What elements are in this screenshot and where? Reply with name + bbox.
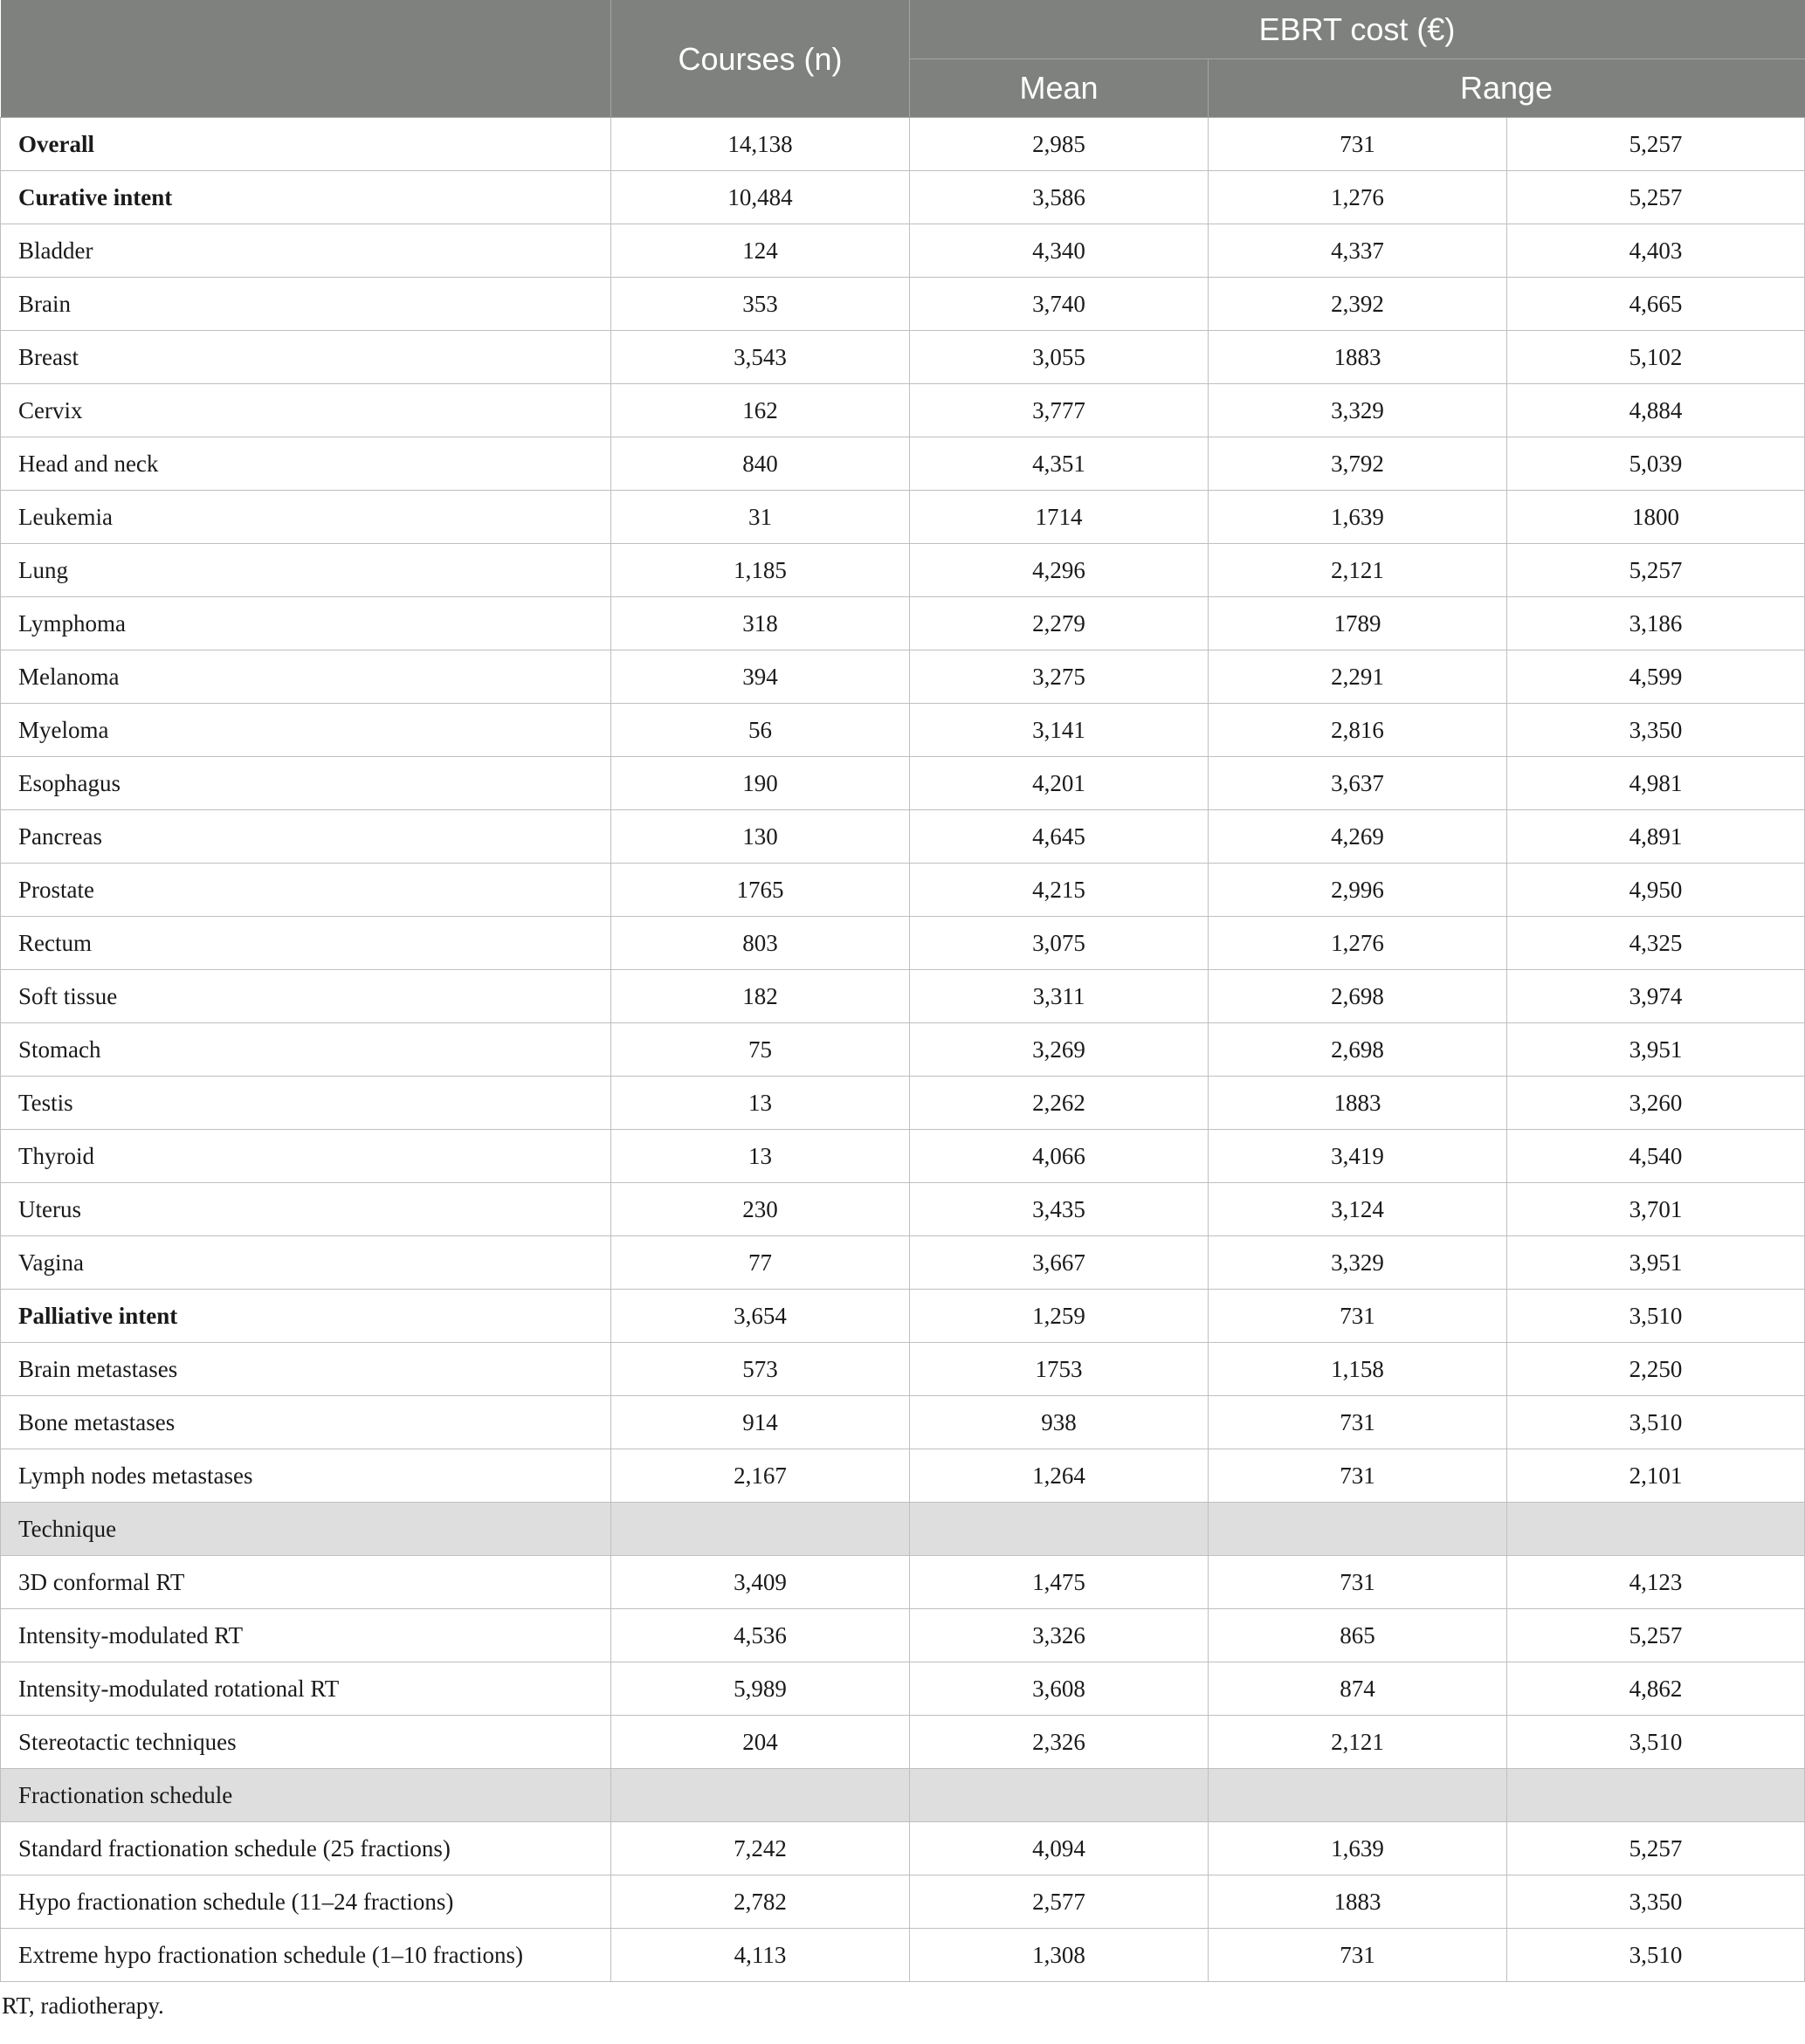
row-label: Uterus — [1, 1183, 611, 1236]
cell-max: 5,039 — [1507, 437, 1805, 491]
cell-max: 2,101 — [1507, 1449, 1805, 1503]
table-row — [1, 171, 1805, 224]
cell-courses: 130 — [611, 810, 910, 864]
table-row — [1, 278, 1805, 331]
cell-max: 4,950 — [1507, 864, 1805, 917]
cell-courses: 75 — [611, 1023, 910, 1077]
row-label: Testis — [1, 1077, 611, 1130]
cell-min — [1209, 1503, 1507, 1556]
cell-max: 4,862 — [1507, 1662, 1805, 1716]
header-courses: Courses (n) — [611, 1, 910, 118]
cell-min — [1209, 1769, 1507, 1822]
cell-max: 3,350 — [1507, 704, 1805, 757]
cell-mean: 2,262 — [910, 1077, 1209, 1130]
cell-mean: 4,340 — [910, 224, 1209, 278]
table-row — [1, 224, 1805, 278]
table-row — [1, 1183, 1805, 1236]
row-label: Brain — [1, 278, 611, 331]
cell-max: 4,403 — [1507, 224, 1805, 278]
table-row — [1, 1449, 1805, 1503]
cell-min: 1,276 — [1209, 917, 1507, 970]
row-label: Hypo fractionation schedule (11–24 fractions) — [1, 1875, 611, 1929]
cell-min: 4,337 — [1209, 224, 1507, 278]
cell-max: 3,350 — [1507, 1875, 1805, 1929]
cell-max: 1800 — [1507, 491, 1805, 544]
cell-min: 2,816 — [1209, 704, 1507, 757]
header-ebrt-cost: EBRT cost (€) — [910, 1, 1805, 59]
cell-min: 3,637 — [1209, 757, 1507, 810]
table-row — [1, 1822, 1805, 1875]
cell-max: 3,186 — [1507, 597, 1805, 650]
cell-mean: 2,279 — [910, 597, 1209, 650]
cell-mean: 4,066 — [910, 1130, 1209, 1183]
cell-mean: 3,275 — [910, 650, 1209, 704]
cell-courses: 2,167 — [611, 1449, 910, 1503]
cell-max: 4,884 — [1507, 384, 1805, 437]
cell-max: 4,599 — [1507, 650, 1805, 704]
cell-max: 3,510 — [1507, 1396, 1805, 1449]
cell-mean: 1714 — [910, 491, 1209, 544]
cell-max: 3,951 — [1507, 1236, 1805, 1290]
cell-mean: 3,435 — [910, 1183, 1209, 1236]
cell-courses: 803 — [611, 917, 910, 970]
row-label: Vagina — [1, 1236, 611, 1290]
cell-min: 3,792 — [1209, 437, 1507, 491]
cell-mean: 3,667 — [910, 1236, 1209, 1290]
cell-courses: 13 — [611, 1130, 910, 1183]
cell-min: 1,639 — [1209, 1822, 1507, 1875]
table-row — [1, 597, 1805, 650]
table-row — [1, 1875, 1805, 1929]
row-label: Bone metastases — [1, 1396, 611, 1449]
cell-courses: 162 — [611, 384, 910, 437]
cell-courses: 5,989 — [611, 1662, 910, 1716]
cell-mean: 3,141 — [910, 704, 1209, 757]
cell-mean: 1,475 — [910, 1556, 1209, 1609]
cell-max: 4,123 — [1507, 1556, 1805, 1609]
cell-min: 4,269 — [1209, 810, 1507, 864]
row-label: 3D conformal RT — [1, 1556, 611, 1609]
cell-min: 731 — [1209, 1556, 1507, 1609]
cell-max: 3,510 — [1507, 1929, 1805, 1982]
footnote: RT, radiotherapy. — [2, 1992, 164, 2019]
row-label: Head and neck — [1, 437, 611, 491]
cell-min: 2,121 — [1209, 544, 1507, 597]
cell-courses: 394 — [611, 650, 910, 704]
cell-mean: 2,577 — [910, 1875, 1209, 1929]
table-row — [1, 1290, 1805, 1343]
header-mean: Mean — [910, 59, 1209, 118]
cell-mean: 3,608 — [910, 1662, 1209, 1716]
cell-mean: 4,351 — [910, 437, 1209, 491]
cell-courses: 3,654 — [611, 1290, 910, 1343]
cell-min: 1,276 — [1209, 171, 1507, 224]
cell-max: 3,260 — [1507, 1077, 1805, 1130]
cell-mean: 2,985 — [910, 118, 1209, 171]
cell-min: 3,329 — [1209, 384, 1507, 437]
cell-max: 4,665 — [1507, 278, 1805, 331]
cell-mean: 938 — [910, 1396, 1209, 1449]
cell-courses: 31 — [611, 491, 910, 544]
cell-mean: 3,740 — [910, 278, 1209, 331]
cell-mean — [910, 1503, 1209, 1556]
table-row — [1, 1662, 1805, 1716]
cell-max: 4,981 — [1507, 757, 1805, 810]
row-label: Bladder — [1, 224, 611, 278]
cell-courses: 7,242 — [611, 1822, 910, 1875]
cell-mean — [910, 1769, 1209, 1822]
cell-courses: 2,782 — [611, 1875, 910, 1929]
cell-courses: 10,484 — [611, 171, 910, 224]
cell-max: 5,257 — [1507, 171, 1805, 224]
section-row — [1, 1503, 1805, 1556]
table-row — [1, 970, 1805, 1023]
row-label: Pancreas — [1, 810, 611, 864]
row-label: Fractionation schedule — [1, 1769, 611, 1822]
cell-min: 2,698 — [1209, 1023, 1507, 1077]
cell-min: 731 — [1209, 1396, 1507, 1449]
cell-max: 3,510 — [1507, 1290, 1805, 1343]
cell-min: 865 — [1209, 1609, 1507, 1662]
cell-courses: 1765 — [611, 864, 910, 917]
row-label: Lymphoma — [1, 597, 611, 650]
table-row — [1, 1396, 1805, 1449]
cell-mean: 1,259 — [910, 1290, 1209, 1343]
cell-courses — [611, 1503, 910, 1556]
cell-mean: 1753 — [910, 1343, 1209, 1396]
cell-min: 1,639 — [1209, 491, 1507, 544]
cell-mean: 3,311 — [910, 970, 1209, 1023]
cell-max: 5,102 — [1507, 331, 1805, 384]
cell-min: 1883 — [1209, 331, 1507, 384]
row-label: Prostate — [1, 864, 611, 917]
cell-courses: 840 — [611, 437, 910, 491]
row-label: Extreme hypo fractionation schedule (1–10 fractions) — [1, 1929, 611, 1982]
row-label: Melanoma — [1, 650, 611, 704]
cell-courses: 914 — [611, 1396, 910, 1449]
cell-mean: 3,586 — [910, 171, 1209, 224]
cell-max: 4,325 — [1507, 917, 1805, 970]
cell-min: 2,392 — [1209, 278, 1507, 331]
cell-courses: 230 — [611, 1183, 910, 1236]
table-row — [1, 544, 1805, 597]
cell-max: 5,257 — [1507, 544, 1805, 597]
cell-mean: 3,055 — [910, 331, 1209, 384]
cell-courses: 56 — [611, 704, 910, 757]
cell-mean: 1,264 — [910, 1449, 1209, 1503]
table-row — [1, 1556, 1805, 1609]
cell-min: 3,329 — [1209, 1236, 1507, 1290]
row-label: Intensity-modulated rotational RT — [1, 1662, 611, 1716]
row-label: Esophagus — [1, 757, 611, 810]
cell-mean: 1,308 — [910, 1929, 1209, 1982]
cell-courses: 353 — [611, 278, 910, 331]
cell-courses — [611, 1769, 910, 1822]
row-label: Rectum — [1, 917, 611, 970]
row-label: Palliative intent — [1, 1290, 611, 1343]
cell-max: 5,257 — [1507, 1609, 1805, 1662]
cell-mean: 4,296 — [910, 544, 1209, 597]
cell-max: 3,701 — [1507, 1183, 1805, 1236]
cell-courses: 182 — [611, 970, 910, 1023]
cell-mean: 3,269 — [910, 1023, 1209, 1077]
cell-min: 1,158 — [1209, 1343, 1507, 1396]
row-label: Leukemia — [1, 491, 611, 544]
row-label: Overall — [1, 118, 611, 171]
cell-courses: 14,138 — [611, 118, 910, 171]
cell-mean: 3,777 — [910, 384, 1209, 437]
cell-courses: 4,113 — [611, 1929, 910, 1982]
cell-mean: 4,201 — [910, 757, 1209, 810]
cell-courses: 573 — [611, 1343, 910, 1396]
cell-min: 2,996 — [1209, 864, 1507, 917]
table-row — [1, 650, 1805, 704]
table-row — [1, 1023, 1805, 1077]
cell-min: 731 — [1209, 118, 1507, 171]
cell-min: 2,291 — [1209, 650, 1507, 704]
row-label: Myeloma — [1, 704, 611, 757]
cell-min: 874 — [1209, 1662, 1507, 1716]
cell-courses: 1,185 — [611, 544, 910, 597]
cell-max: 2,250 — [1507, 1343, 1805, 1396]
cell-mean: 4,645 — [910, 810, 1209, 864]
cell-courses: 318 — [611, 597, 910, 650]
row-label: Stereotactic techniques — [1, 1716, 611, 1769]
cell-mean: 2,326 — [910, 1716, 1209, 1769]
table-row — [1, 757, 1805, 810]
cell-max — [1507, 1503, 1805, 1556]
cell-mean: 3,326 — [910, 1609, 1209, 1662]
header-blank — [1, 1, 611, 118]
cell-min: 1789 — [1209, 597, 1507, 650]
table-row — [1, 1130, 1805, 1183]
section-row — [1, 1769, 1805, 1822]
table-row — [1, 1077, 1805, 1130]
cell-max: 4,540 — [1507, 1130, 1805, 1183]
cell-min: 3,124 — [1209, 1183, 1507, 1236]
row-label: Stomach — [1, 1023, 611, 1077]
cell-min: 731 — [1209, 1449, 1507, 1503]
cell-mean: 3,075 — [910, 917, 1209, 970]
table-row — [1, 917, 1805, 970]
cell-min: 2,121 — [1209, 1716, 1507, 1769]
cell-min: 731 — [1209, 1290, 1507, 1343]
table-row — [1, 1236, 1805, 1290]
table-header — [1, 1, 1805, 118]
cell-max: 3,951 — [1507, 1023, 1805, 1077]
cell-courses: 13 — [611, 1077, 910, 1130]
cell-max — [1507, 1769, 1805, 1822]
cell-max: 4,891 — [1507, 810, 1805, 864]
table-row — [1, 384, 1805, 437]
cell-min: 2,698 — [1209, 970, 1507, 1023]
cell-courses: 77 — [611, 1236, 910, 1290]
cell-courses: 124 — [611, 224, 910, 278]
row-label: Intensity-modulated RT — [1, 1609, 611, 1662]
row-label: Standard fractionation schedule (25 fractions) — [1, 1822, 611, 1875]
cell-min: 1883 — [1209, 1875, 1507, 1929]
cell-min: 731 — [1209, 1929, 1507, 1982]
row-label: Brain metastases — [1, 1343, 611, 1396]
table-row — [1, 118, 1805, 171]
table-row — [1, 437, 1805, 491]
table-row — [1, 1609, 1805, 1662]
table-row — [1, 1343, 1805, 1396]
row-label: Cervix — [1, 384, 611, 437]
cell-courses: 4,536 — [611, 1609, 910, 1662]
table-row — [1, 704, 1805, 757]
row-label: Soft tissue — [1, 970, 611, 1023]
table-body — [1, 118, 1805, 1982]
row-label: Technique — [1, 1503, 611, 1556]
table-row — [1, 810, 1805, 864]
row-label: Curative intent — [1, 171, 611, 224]
cell-max: 5,257 — [1507, 118, 1805, 171]
cell-min: 3,419 — [1209, 1130, 1507, 1183]
table-row — [1, 491, 1805, 544]
cell-mean: 4,215 — [910, 864, 1209, 917]
header-range: Range — [1209, 59, 1805, 118]
cell-courses: 3,409 — [611, 1556, 910, 1609]
table-row — [1, 331, 1805, 384]
table-row — [1, 1716, 1805, 1769]
cell-courses: 3,543 — [611, 331, 910, 384]
row-label: Thyroid — [1, 1130, 611, 1183]
cell-max: 5,257 — [1507, 1822, 1805, 1875]
cell-max: 3,974 — [1507, 970, 1805, 1023]
cell-courses: 190 — [611, 757, 910, 810]
cell-courses: 204 — [611, 1716, 910, 1769]
cell-min: 1883 — [1209, 1077, 1507, 1130]
cell-mean: 4,094 — [910, 1822, 1209, 1875]
row-label: Lymph nodes metastases — [1, 1449, 611, 1503]
table-row — [1, 864, 1805, 917]
cell-max: 3,510 — [1507, 1716, 1805, 1769]
table-row — [1, 1929, 1805, 1982]
row-label: Lung — [1, 544, 611, 597]
row-label: Breast — [1, 331, 611, 384]
